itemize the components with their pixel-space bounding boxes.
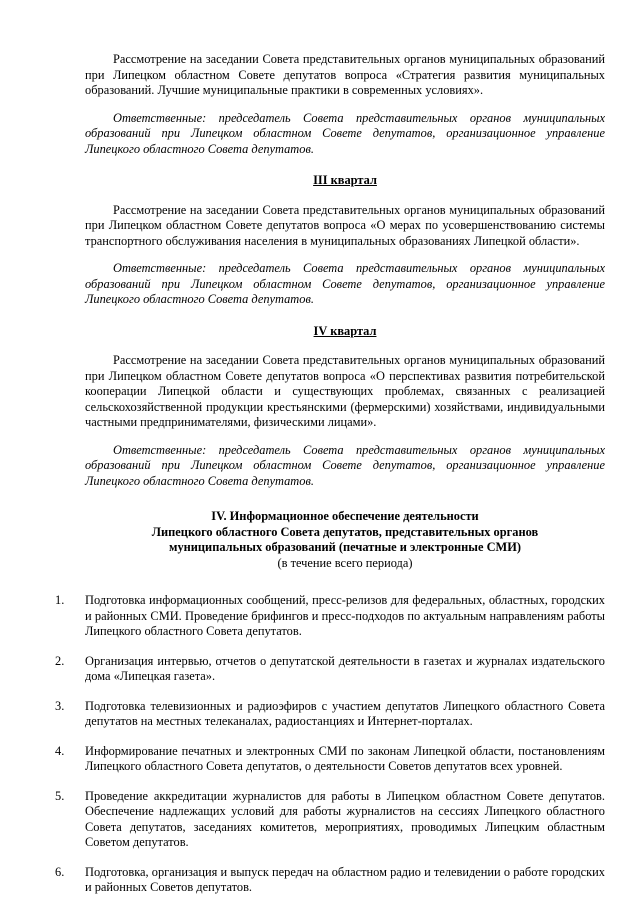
list-item-number: 2. [55,653,65,668]
list-item-number: 1. [55,593,65,607]
list-item-text: Информирование печатных и электронных СМИ по законам Липецкой области, постановлениям Липецкого областного Совета депутатов, о деятельности Советов депутатов всех уровней. [85,743,605,773]
section4-title-line2: Липецкого областного Совета депутатов, представительных органов [151,524,539,539]
list-item-text: Организация интервью, отчетов о депутатской деятельности в газетах и журналах издательского дома «Липецкая газета». [85,653,605,683]
list-item [55,743,605,775]
list-item-number: 4. [55,743,65,758]
q4-heading: IV квартал [313,323,377,338]
list-item-number: 5. [55,788,65,803]
list-item-text: Подготовка, организация и выпуск передач на областном радио и телевидении о работе городских и районных Советов депутатов. [85,864,605,894]
list-item [55,698,605,730]
q4-paragraph: Рассмотрение на заседании Совета представительных органов муниципальных образований при Липецком областном Совете депутатов вопроса «О перспективах развития потребительской кооперации Липецкой области и существующих проблемах, связанных с реализацией сельскохозяйственной продукции крестьянскими (фермерскими) хозяйствами, индивидуальными частными предпринимателями, физическими лицами». [85,353,605,429]
list-item [55,864,605,896]
list-item-text: Подготовка телевизионных и радиоэфиров с участием депутатов Липецкого областного Совета депутатов на местных телеканалах, радиостанциях и Интернет-порталах. [85,698,605,728]
block1-paragraph: Рассмотрение на заседании Совета представительных органов муниципальных образований при Липецком областном Совете депутатов вопроса «Стратегия развития муниципальных образований. Лучшие муниципальные практики в современных условиях». [85,52,605,97]
list-item [55,653,605,685]
q4-responsible: Ответственные: председатель Совета представительных органов муниципальных образований при Липецком областном Совете депутатов, организационное управление Липецкого областного Совета депутатов. [85,442,605,488]
section4-title-line1: IV. Информационное обеспечение деятельности [211,509,479,523]
list-item [55,788,605,851]
section4-list [55,593,605,896]
q3-responsible: Ответственные: председатель Совета представительных органов муниципальных образований при Липецком областном Совете депутатов, организационное управление Липецкого областного Совета депутатов. [85,261,605,306]
section4-title-line3: муниципальных образований (печатные и электронные СМИ) [169,540,521,554]
list-item [55,593,605,640]
section4-title [85,509,605,556]
q3-heading: III квартал [313,173,377,187]
q3-paragraph: Рассмотрение на заседании Совета представительных органов муниципальных образований при Липецком областном Совете депутатов вопроса «О мерах по усовершенствованию системы транспортного обслуживания населения в муниципальных образованиях Липецкой области». [85,202,605,248]
list-item-text: Проведение аккредитации журналистов для работы в Липецком областном Совете депутатов. Обеспечение надлежащих условий для работы журналистов на сессиях Липецкого областного Совета депутатов, заседаниях комитетов, мероприятиях, проводимых Липецким областным Советом депутатов. [85,788,605,849]
list-item-number: 6. [55,864,65,879]
section4-subtitle: (в течение всего периода) [277,555,413,570]
list-item-number: 3. [55,698,65,713]
page-content [55,52,605,910]
block1-responsible: Ответственные: председатель Совета представительных органов муниципальных образований при Липецком областном Совете депутатов, организационное управление Липецкого областного Совета депутатов. [85,110,605,156]
list-item-text: Подготовка информационных сообщений, пресс-релизов для федеральных, областных, городских и районных СМИ. Проведение брифингов и пресс-подходов по актуальным направлениям работы Липецкого областного Совета депутатов. [85,593,605,638]
